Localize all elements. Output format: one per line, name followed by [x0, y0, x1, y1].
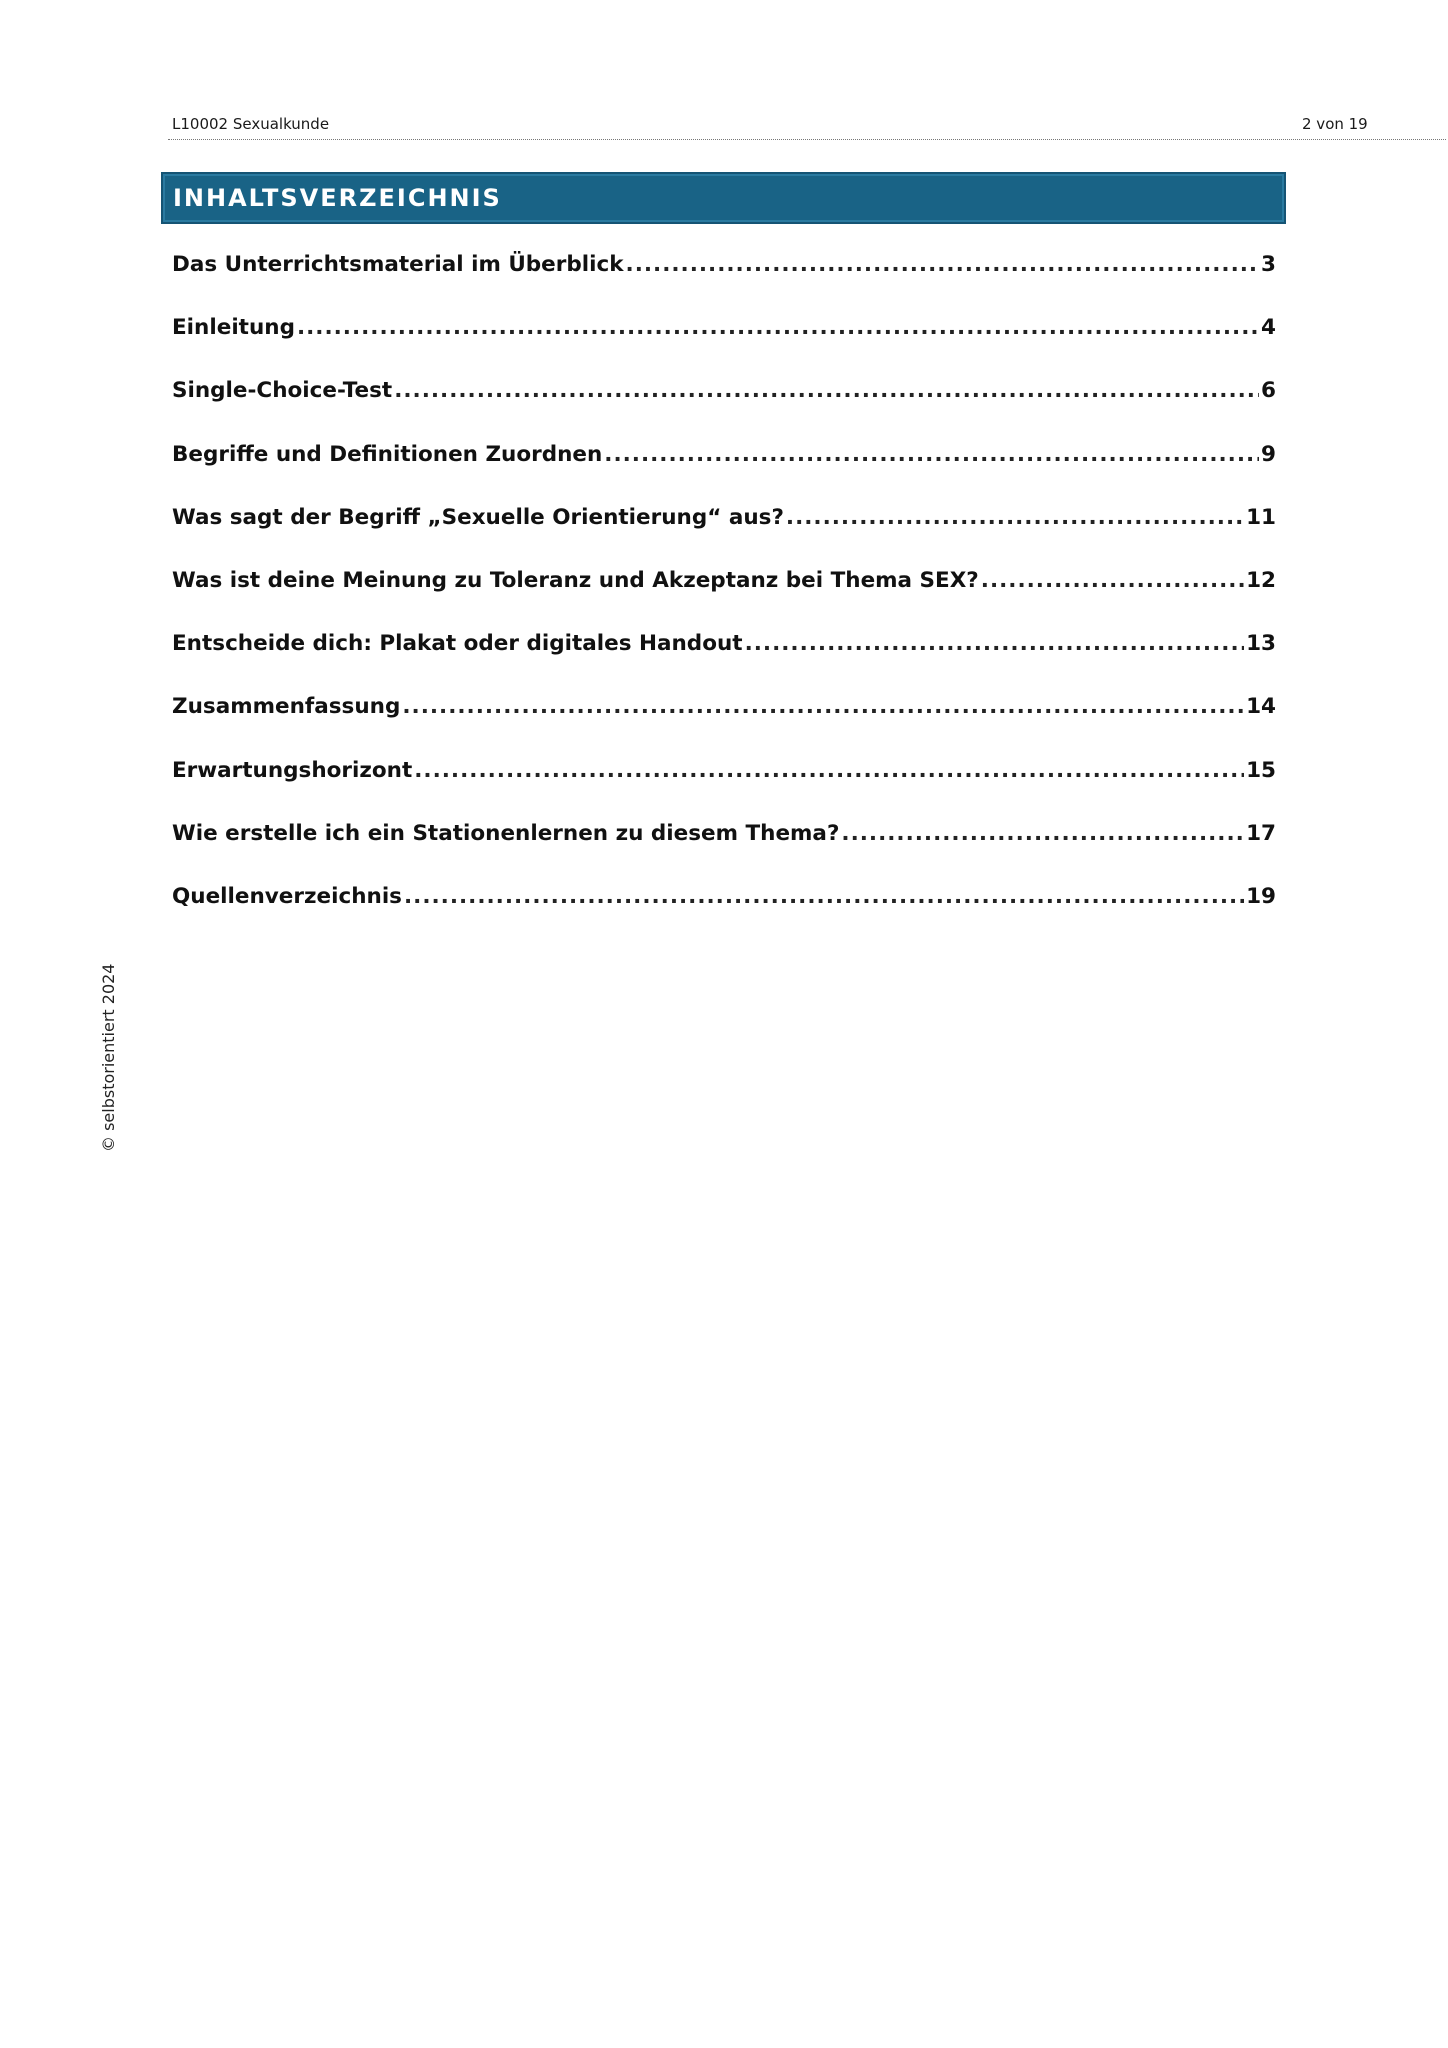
toc-dot-leader [745, 631, 1245, 656]
toc-entry-page: 14 [1246, 694, 1276, 720]
toc-entry-page: 6 [1261, 378, 1276, 404]
toc-entry-stationenlernen[interactable] [172, 821, 1276, 884]
toc-entry-title: Was sagt der Begriff „Sexuelle Orientierung“ aus? [172, 504, 784, 530]
toc-dot-leader [604, 442, 1259, 467]
toc-heading: INHALTSVERZEICHNIS [173, 184, 502, 212]
toc-entry-ueberblick[interactable] [172, 252, 1276, 315]
toc-entry-title: Quellenverzeichnis [172, 883, 402, 909]
toc-entry-page: 11 [1246, 504, 1276, 530]
toc-entry-title: Single-Choice-Test [172, 378, 393, 404]
page-number: 2 von 19 [1302, 115, 1368, 133]
toc-entry-page: 17 [1246, 820, 1276, 846]
toc-entry-page: 13 [1246, 631, 1276, 657]
toc-entry-erwartungshorizont[interactable] [172, 758, 1276, 821]
toc-entry-page: 19 [1246, 883, 1276, 909]
toc-entry-page: 4 [1261, 315, 1276, 341]
toc-dot-leader [297, 315, 1259, 340]
document-title: L10002 Sexualkunde [172, 115, 330, 133]
toc-entry-plakat-handout[interactable] [172, 631, 1276, 694]
toc-entry-title: Was ist deine Meinung zu Toleranz und Akzeptanz bei Thema SEX? [172, 567, 979, 593]
toc-entry-begriffe-zuordnen[interactable] [172, 442, 1276, 505]
toc-entry-sexuelle-orientierung[interactable] [172, 505, 1276, 568]
toc-dot-leader [626, 252, 1259, 277]
toc-dot-leader [841, 821, 1244, 846]
toc-dot-leader [404, 884, 1244, 909]
toc-heading-banner [161, 172, 1286, 224]
toc-entry-title: Begriffe und Definitionen Zuordnen [172, 441, 603, 467]
toc-entry-title: Zusammenfassung [172, 694, 401, 720]
toc-entry-zusammenfassung[interactable] [172, 694, 1276, 757]
toc-entry-title: Wie erstelle ich ein Stationenlernen zu diesem Thema? [172, 820, 840, 846]
toc-entry-einleitung[interactable] [172, 315, 1276, 378]
page-header [168, 115, 1446, 140]
toc-entry-title: Entscheide dich: Plakat oder digitales Handout [172, 631, 743, 657]
toc-entry-title: Einleitung [172, 315, 295, 341]
toc-entry-page: 15 [1246, 757, 1276, 783]
toc-dot-leader [981, 568, 1244, 593]
toc-dot-leader [414, 758, 1244, 783]
table-of-contents [172, 252, 1276, 947]
toc-dot-leader [786, 505, 1244, 530]
toc-entry-page: 3 [1261, 252, 1276, 277]
copyright-notice: © selbstorientiert 2024 [99, 963, 118, 1152]
toc-entry-quellenverzeichnis[interactable] [172, 884, 1276, 947]
toc-entry-title: Das Unterrichtsmaterial im Überblick [172, 252, 624, 277]
toc-dot-leader [402, 694, 1244, 719]
toc-entry-title: Erwartungshorizont [172, 757, 413, 783]
toc-entry-toleranz-akzeptanz[interactable] [172, 568, 1276, 631]
toc-entry-page: 9 [1261, 441, 1276, 467]
toc-dot-leader [394, 378, 1259, 403]
toc-entry-single-choice-test[interactable] [172, 378, 1276, 441]
toc-entry-page: 12 [1246, 567, 1276, 593]
